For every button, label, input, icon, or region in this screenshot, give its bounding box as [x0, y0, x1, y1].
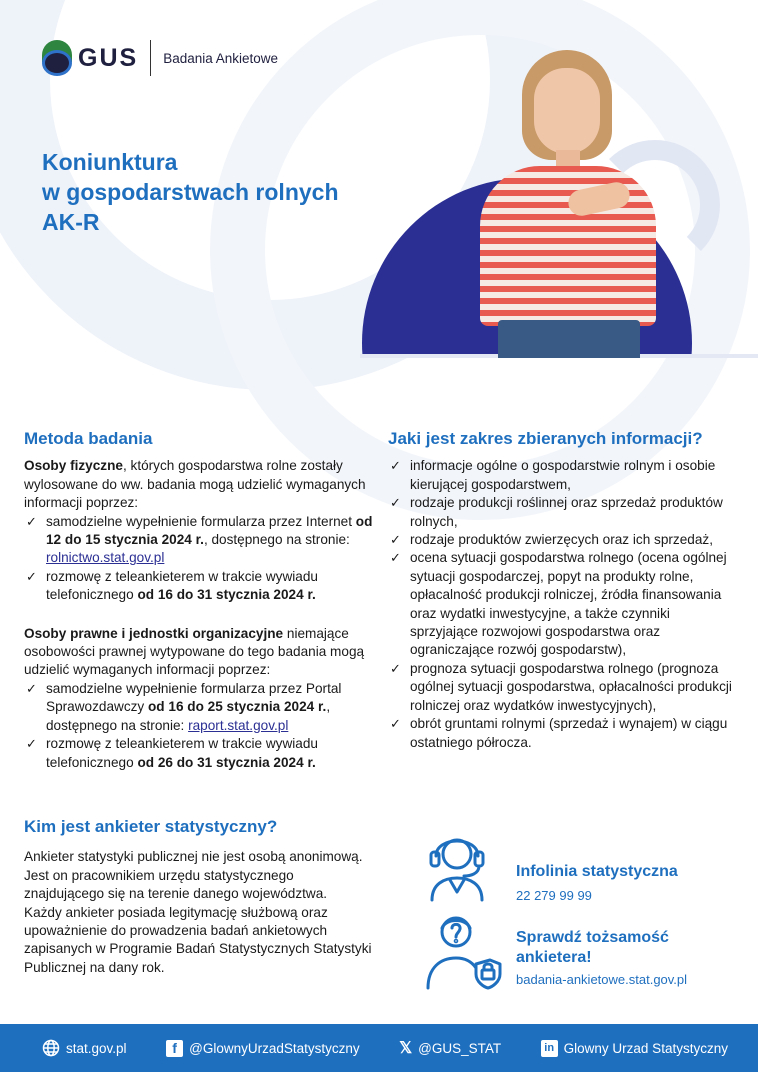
interviewer-paragraph-2: Każdy ankieter posiada legitymację służbową oraz upoważnienie do prowadzenia badań ankietowych zapisanych w Programie Badań Statystycznych Statystyki Publicznej na dany rok.	[24, 904, 372, 975]
interviewer-paragraph-1: Ankieter statystyki publicznej nie jest osobą anonimową. Jest on pracownikiem urzędu statystycznego znajdującego się na terenie danego województwa.	[24, 849, 363, 902]
facebook-icon: f	[166, 1040, 183, 1057]
footer-website-text: stat.gov.pl	[66, 1040, 127, 1056]
footer-linkedin-text: Glowny Urzad Statystyczny	[563, 1040, 728, 1056]
logo-divider	[150, 40, 151, 76]
rolnictwo-link[interactable]: rolnictwo.stat.gov.pl	[46, 550, 165, 566]
photo-striped-shirt	[480, 166, 656, 326]
footer-bar	[0, 1024, 758, 1072]
list-item: ✓ rodzaje produkcji roślinnej oraz sprzedaż produktów rolnych,	[388, 494, 740, 531]
list-item: ✓ samodzielne wypełnienie formularza przez Internet od 12 do 15 stycznia 2024 r., dostępnego na stronie: rolnictwo.stat.gov.pl	[24, 513, 376, 568]
footer-x-text: @GUS_STAT	[418, 1040, 502, 1056]
interviewer-heading: Kim jest ankieter statystyczny?	[24, 817, 278, 836]
footer-x[interactable]	[399, 1038, 501, 1058]
photo-jeans	[498, 320, 640, 358]
x-logo-icon: 𝕏	[399, 1040, 413, 1057]
title-line-3: AK-R	[42, 209, 100, 235]
list-item: ✓ informacje ogólne o gospodarstwie rolnym i osobie kierującej gospodarstwem,	[388, 457, 740, 494]
legal-lead-bold: Osoby prawne i jednostki organizacyjne	[24, 625, 284, 641]
footer-website[interactable]	[42, 1039, 127, 1057]
list-item: ✓ rodzaje produktów zwierzęcych oraz ich sprzedaż,	[388, 531, 740, 549]
list-item: ✓ prognoza sytuacji gospodarstwa rolnego (prognoza ogólnej sytuacji gospodarstwa, opłacalności produkcji rolniczej oraz wydatków inwestycyjnych),	[388, 660, 740, 715]
hotline-title: Infolinia statystyczna	[516, 863, 678, 880]
logo-subtitle: Badania Ankietowe	[163, 50, 279, 66]
verify-link[interactable]: badania-ankietowe.stat.gov.pl	[516, 972, 688, 987]
natural-persons-lead	[24, 457, 376, 512]
footer-linkedin[interactable]	[541, 1040, 728, 1057]
hotline-block	[516, 862, 678, 903]
scope-list	[388, 457, 740, 752]
title-line-2: w gospodarstwach rolnych	[42, 179, 339, 205]
raport-link[interactable]: raport.stat.gov.pl	[188, 717, 289, 733]
verify-title-line-2: ankietera!	[516, 949, 592, 966]
photo-face	[534, 68, 600, 154]
list-item: ✓ ocena sytuacji gospodarstwa rolnego (ocena ogólnej sytuacji gospodarczej, popyt na produkty rolne, opłacalność produkcji rolniczej, źródła finansowania oraz wydatki inwestycyjne, a także czynniki sprzyjające rozwojowi gospodarstwa oraz ograniczające rozwój gospodarstw),	[388, 549, 740, 659]
list-item: ✓ samodzielne wypełnienie formularza przez Portal Sprawozdawczy od 16 do 25 stycznia 2024 r., dostępnego na stronie: raport.stat.gov.pl	[24, 680, 376, 735]
list-item: ✓ rozmowę z teleankieterem w trakcie wywiadu telefonicznego od 16 do 31 stycznia 2024 r.	[24, 568, 376, 605]
headset-operator-icon	[424, 826, 490, 904]
scope-heading: Jaki jest zakres zbieranych informacji?	[388, 429, 703, 448]
footer-facebook[interactable]	[166, 1040, 360, 1057]
gus-logo[interactable]	[42, 40, 278, 76]
linkedin-icon: in	[541, 1040, 558, 1057]
method-section	[24, 430, 376, 772]
legal-lead-rest: niemające osobowości prawnej wytypowane do tego badania mogą udzielić wymaganych informacji poprzez:	[24, 625, 365, 678]
verify-title-line-1: Sprawdź tożsamość	[516, 929, 669, 946]
natural-options-list	[24, 513, 376, 605]
interviewer-section	[24, 818, 376, 977]
logo-text: GUS	[78, 43, 139, 72]
natural-lead-rest: , których gospodarstwa rolne zostały wylosowane do ww. badania mogą udzielić wymaganych informacji poprzez:	[24, 458, 366, 511]
gus-logo-mark-icon	[42, 40, 72, 76]
woman-photo	[470, 40, 670, 358]
verify-identity-icon	[424, 910, 502, 990]
list-item: ✓ rozmowę z teleankieterem w trakcie wywiadu telefonicznego od 26 do 31 stycznia 2024 r.	[24, 735, 376, 772]
hotline-number[interactable]: 22 279 99 99	[516, 888, 592, 903]
verify-block	[516, 928, 687, 987]
footer-facebook-text: @GlownyUrzadStatystyczny	[189, 1040, 360, 1056]
scope-section	[388, 430, 740, 752]
natural-lead-bold: Osoby fizyczne	[24, 458, 123, 474]
globe-icon	[42, 1039, 60, 1057]
legal-options-list	[24, 680, 376, 772]
legal-persons-lead	[24, 625, 376, 680]
title-line-1: Koniunktura	[42, 149, 178, 175]
list-item: ✓ obrót gruntami rolnymi (sprzedaż i wynajem) w ciągu ostatniego półrocza.	[388, 715, 740, 752]
method-heading: Metoda badania	[24, 429, 153, 448]
page-title	[42, 147, 339, 237]
